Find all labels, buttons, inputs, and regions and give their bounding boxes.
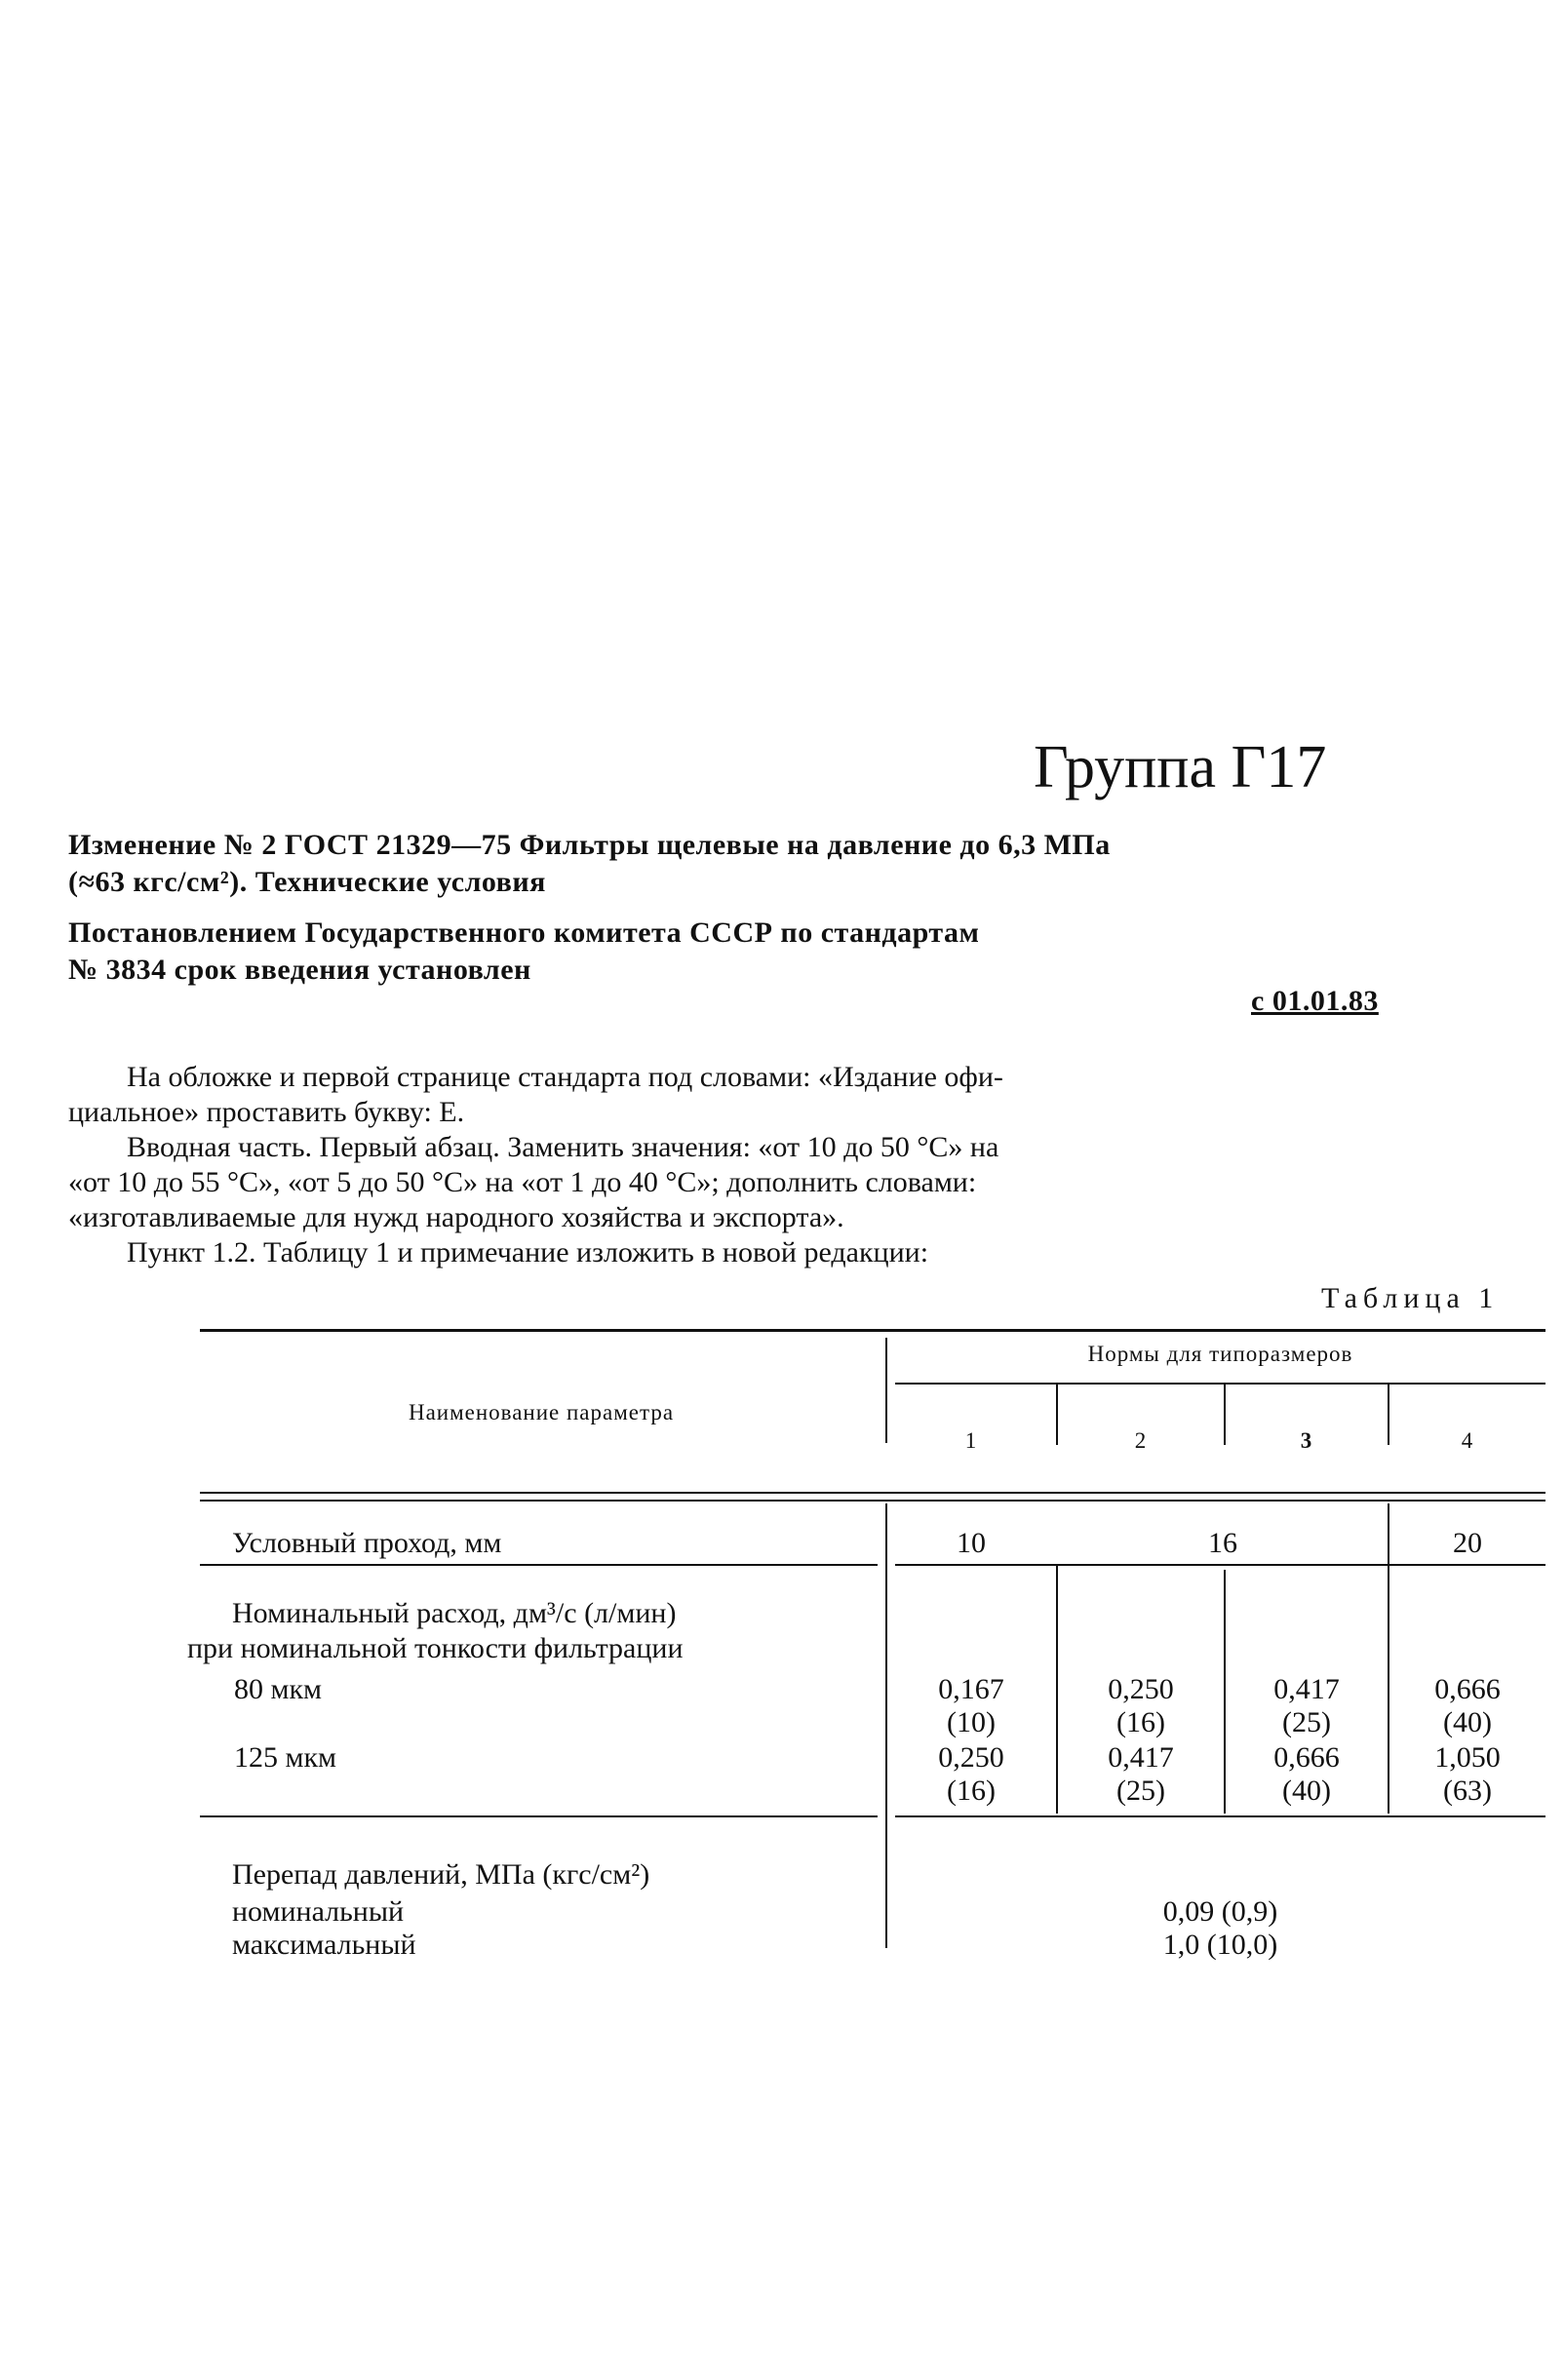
row1-param-rule [200,1564,878,1566]
flow-125-lmin-size3: (40) [1282,1775,1331,1807]
row2-value-rule [895,1815,1545,1817]
paragraph-2-line3: «изготавливаемые для нужд народного хозяйства и экспорта». [68,1201,844,1233]
paragraph-3: Пункт 1.2. Таблицу 1 и примечание изложить в новой редакции: [127,1236,929,1268]
group-title: Группа Г17 [1034,734,1327,800]
row1-value-rule [895,1564,1545,1566]
row-flow-label-line2: при номинальной тонкости фильтрации [187,1632,684,1664]
amendment-title-line2: (≈63 кгс/см²). Технические условия [68,866,546,898]
nominal-pass-size1: 10 [957,1527,986,1559]
flow-125-lmin-size2: (25) [1116,1775,1165,1807]
row-pressure-sub-max: максимальный [232,1929,416,1961]
flow-125-size3: 0,666 [1273,1741,1340,1774]
flow-80-size1: 0,167 [938,1673,1004,1705]
effective-date: с 01.01.83 [1251,985,1379,1017]
nominal-pass-size4: 20 [1453,1527,1482,1559]
row-flow-label-line1: Номинальный расход, дм³/с (л/мин) [232,1597,677,1629]
flow-125-lmin-size1: (16) [947,1775,996,1807]
flow-80-lmin-size4: (40) [1443,1706,1492,1738]
flow-125-size2: 0,417 [1108,1741,1174,1774]
row-pressure-sub-nominal: номинальный [232,1895,405,1928]
size-header-2: 2 [1134,1428,1148,1453]
table-caption: Таблица 1 [1321,1282,1500,1314]
paragraph-2-line1: Вводная часть. Первый абзац. Заменить значения: «от 10 до 50 °С» на [127,1131,999,1163]
flow-80-size3: 0,417 [1273,1673,1340,1705]
decree-line1: Постановлением Государственного комитета СССР по стандартам [68,917,980,949]
pressure-max-value: 1,0 (10,0) [1162,1929,1278,1961]
pressure-nominal-value: 0,09 (0,9) [1162,1895,1278,1928]
flow-80-lmin-size2: (16) [1116,1706,1165,1738]
flow-125-size4: 1,050 [1434,1741,1501,1774]
norms-header: Нормы для типоразмеров [1087,1342,1353,1366]
row-flow-sub-80: 80 мкм [234,1673,323,1705]
size-header-1: 1 [964,1428,978,1453]
flow-80-size4: 0,666 [1434,1673,1501,1705]
row-nominal-pass-label: Условный проход, мм [232,1527,502,1559]
header-bottom-rule [200,1492,1545,1494]
nominal-pass-size2-3: 16 [1208,1527,1237,1559]
header-divider [885,1338,887,1443]
paragraph-1-line2: циальное» проставить букву: Е. [68,1096,465,1128]
paragraph-2-line2: «от 10 до 55 °С», «от 5 до 50 °С» на «от 1 до 40 °С»; дополнить словами: [68,1166,977,1198]
row-pressure-label: Перепад давлений, МПа (кгс/см²) [232,1858,650,1891]
row2-param-rule [200,1815,878,1817]
row-flow-sub-125: 125 мкм [234,1741,337,1774]
flow-80-lmin-size1: (10) [947,1706,996,1738]
flow-80-lmin-size3: (25) [1282,1706,1331,1738]
paragraph-1-line1: На обложке и первой странице стандарта под словами: «Издание офи- [127,1061,1003,1093]
size-header-4: 4 [1461,1428,1474,1453]
param-header: Наименование параметра [408,1400,675,1424]
flow-80-size2: 0,250 [1108,1673,1174,1705]
header-bottom-rule-2 [200,1500,1545,1502]
flow-125-lmin-size4: (63) [1443,1775,1492,1807]
amendment-title-line1: Изменение № 2 ГОСТ 21329—75 Фильтры щелевые на давление до 6,3 МПа [68,829,1111,861]
norms-subrule [895,1383,1545,1385]
decree-line2: № 3834 срок введения установлен [68,954,531,986]
table-top-rule [200,1329,1545,1332]
size-header-3: 3 [1300,1428,1313,1453]
flow-125-size1: 0,250 [938,1741,1004,1774]
